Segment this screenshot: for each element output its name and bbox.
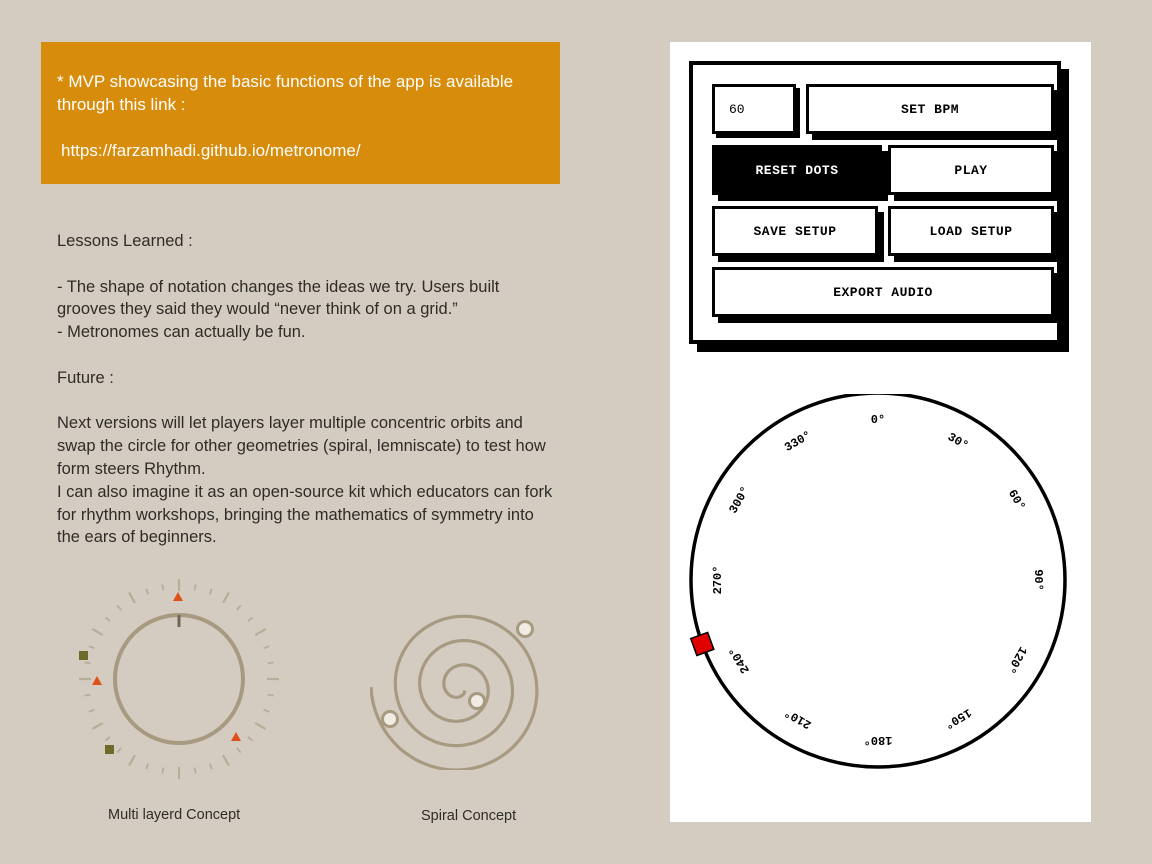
concept-tick: [84, 662, 90, 663]
dial-label-300: 300°: [726, 484, 753, 517]
concept-tick: [89, 710, 95, 712]
concept-tick: [129, 755, 135, 765]
concept-tick: [117, 748, 121, 753]
future-text: Next versions will let players layer multiple concentric orbits and swap the circle for other geometries (spiral, lemniscate) to test how form steers Rhythm. I can also imagine it as an open-source kit which educators can fork for rhythm workshops, bringing the mathematics of symmetry into the ears of beginners.: [57, 414, 553, 547]
concept-triangle-top: [173, 592, 183, 601]
concept-tick: [195, 768, 196, 774]
concept-triangle-bottom-right: [231, 732, 241, 741]
dial-label-240: 240°: [726, 643, 753, 676]
concept-spiral-node-inner: [470, 694, 485, 709]
concept-tick: [210, 589, 212, 595]
concept-tick: [92, 723, 102, 729]
control-box: [689, 61, 1061, 344]
concept-triangle-left: [92, 676, 102, 685]
dial-label-90: 90°: [1030, 569, 1045, 591]
concept-tick: [268, 662, 274, 663]
dial-label-180: 180°: [863, 732, 893, 747]
dial-circle[interactable]: [691, 394, 1065, 767]
concept-tick: [117, 605, 121, 610]
multi-layer-caption: Multi layerd Concept: [108, 807, 241, 823]
metronome-dial[interactable]: [688, 394, 1072, 778]
bpm-input[interactable]: [712, 84, 796, 134]
export-audio-button[interactable]: EXPORT AUDIO: [712, 267, 1054, 317]
multi-layer-concept-diagram: [70, 572, 290, 792]
dial-label-270: 270°: [711, 565, 726, 595]
concept-tick: [89, 646, 95, 648]
dial-label-60: 60°: [1004, 487, 1028, 513]
concept-tick: [146, 764, 148, 770]
concept-tick: [264, 646, 270, 648]
lessons-section: [57, 230, 557, 549]
concept-spiral-node-outer: [518, 622, 533, 637]
concept-tick: [264, 710, 270, 712]
concept-tick: [248, 617, 253, 621]
save-setup-button[interactable]: SAVE SETUP: [712, 206, 878, 256]
spiral-concept-diagram: [370, 590, 560, 770]
concept-tick: [255, 723, 265, 729]
reset-dots-button[interactable]: RESET DOTS: [712, 145, 882, 195]
dial-label-210: 210°: [782, 705, 815, 732]
beat-marker-dot[interactable]: [691, 632, 714, 655]
concept-tick: [268, 695, 274, 696]
concept-tick: [223, 755, 229, 765]
metronome-app-panel: [670, 42, 1091, 822]
mvp-info-box: [41, 42, 560, 184]
concept-spiral-node-left: [383, 712, 398, 727]
concept-tick: [237, 605, 241, 610]
set-bpm-button[interactable]: SET BPM: [806, 84, 1054, 134]
concept-tick: [162, 584, 163, 590]
concept-tick: [105, 737, 110, 741]
dial-label-0: 0°: [870, 413, 886, 428]
load-setup-button[interactable]: LOAD SETUP: [888, 206, 1054, 256]
play-button[interactable]: PLAY: [888, 145, 1054, 195]
dial-angle-labels: [711, 413, 1045, 747]
dial-label-120: 120°: [1003, 643, 1030, 676]
concept-tick: [255, 629, 265, 635]
mvp-link[interactable]: https://farzamhadi.github.io/metronome/: [61, 141, 361, 160]
concept-square-lower: [105, 745, 114, 754]
spiral-caption: Spiral Concept: [421, 808, 517, 824]
future-heading: Future :: [57, 368, 114, 387]
concept-tick: [84, 695, 90, 696]
concept-tick: [248, 737, 253, 741]
mvp-note: * MVP showcasing the basic functions of the app is available through this link :: [57, 72, 514, 114]
concept-tick: [162, 768, 163, 774]
concept-tick: [129, 592, 135, 602]
concept-tick: [210, 764, 212, 770]
concept-tick: [223, 592, 229, 602]
dial-label-330: 330°: [782, 428, 815, 455]
concept-tick: [195, 584, 196, 590]
concept-tick: [105, 617, 110, 621]
concept-spiral-line: [371, 616, 537, 770]
dial-label-150: 150°: [941, 705, 974, 732]
concept-tick: [146, 589, 148, 595]
concept-square-upper: [79, 651, 88, 660]
concept-tick: [237, 748, 241, 753]
concept-inner-ring: [115, 615, 243, 743]
concept-tick: [92, 629, 102, 635]
lessons-heading: Lessons Learned :: [57, 232, 193, 250]
dial-label-30: 30°: [945, 430, 971, 454]
lessons-points: - The shape of notation changes the ideas we try. Users built grooves they said they would “never think of on a grid.” - Metronomes can actually be fun.: [57, 277, 500, 342]
